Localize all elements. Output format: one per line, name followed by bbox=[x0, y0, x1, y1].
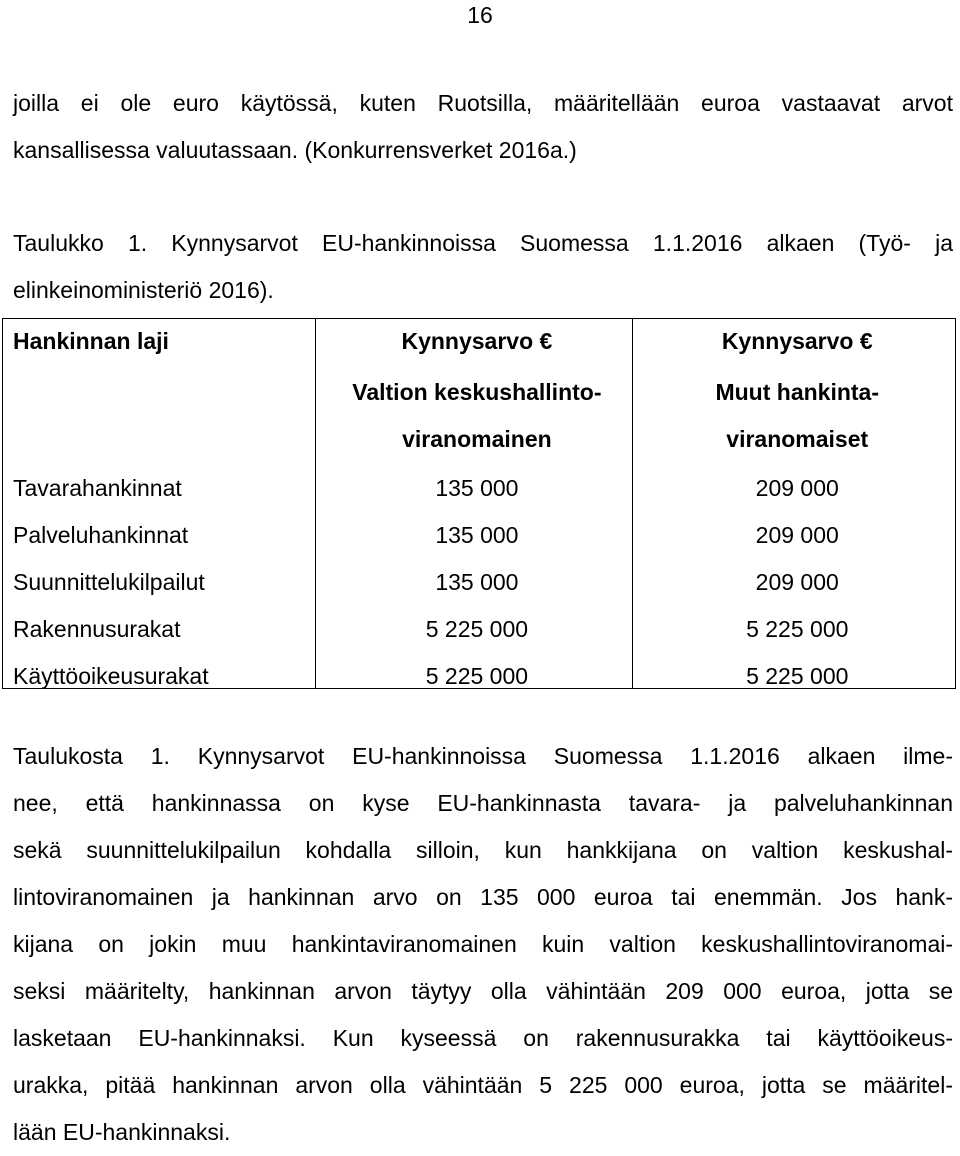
subheader-state bbox=[317, 365, 636, 465]
body-line: seksi määritelty, hankinnan arvon täytyy olla vähintään 209 000 euroa, jotta se bbox=[13, 978, 953, 1004]
table-row bbox=[2, 465, 958, 512]
subheader-other-line: viranomaiset bbox=[726, 425, 869, 452]
row-other-value: 5 225 000 bbox=[746, 663, 849, 689]
row-state-value: 135 000 bbox=[435, 569, 519, 595]
intro-line: joilla ei ole euro käytössä, kuten Ruotsilla, määritellään euroa vastaavat arvot bbox=[13, 90, 953, 116]
row-other-value: 209 000 bbox=[755, 569, 839, 595]
row-other-value: 209 000 bbox=[755, 522, 839, 548]
header-type: Hankinnan laji bbox=[13, 328, 169, 354]
body-paragraph bbox=[13, 733, 953, 1156]
subheader-other bbox=[636, 365, 958, 465]
subheader-state-line: Valtion keskushallinto- bbox=[352, 378, 602, 405]
body-line: lintoviranomainen ja hankinnan arvo on 135 000 euroa tai enemmän. Jos hank- bbox=[13, 884, 953, 910]
subheader-other-line: Muut hankinta- bbox=[715, 378, 880, 405]
row-other-value: 5 225 000 bbox=[746, 616, 849, 642]
body-line: urakka, pitää hankinnan arvon olla vähintään 5 225 000 euroa, jotta se määritel- bbox=[13, 1072, 953, 1098]
row-state-value: 5 225 000 bbox=[425, 663, 529, 689]
row-other-value: 209 000 bbox=[755, 475, 839, 501]
intro-line: kansallisessa valuutassaan. (Konkurrensverket 2016a.) bbox=[13, 137, 577, 163]
row-type: Käyttöoikeusurakat bbox=[13, 663, 209, 689]
row-type: Suunnittelukilpailut bbox=[13, 569, 205, 595]
table-row bbox=[2, 559, 958, 606]
caption-line: elinkeinoministeriö 2016). bbox=[13, 277, 274, 303]
body-line: nee, että hankinnassa on kyse EU-hankinnasta tavara- ja palveluhankinnan bbox=[13, 790, 953, 816]
body-line: sekä suunnittelukilpailun kohdalla silloin, kun hankkijana on valtion keskushal- bbox=[13, 837, 953, 863]
row-type: Rakennusurakat bbox=[13, 616, 181, 642]
subheader-state-line: viranomainen bbox=[402, 425, 552, 452]
table-row bbox=[2, 653, 958, 700]
row-type: Palveluhankinnat bbox=[13, 522, 189, 548]
body-line: Taulukosta 1. Kynnysarvot EU-hankinnoissa Suomessa 1.1.2016 alkaen ilme- bbox=[13, 743, 953, 769]
table-row bbox=[2, 606, 958, 653]
caption-line: Taulukko 1. Kynnysarvot EU-hankinnoissa Suomessa 1.1.2016 alkaen (Työ- ja bbox=[13, 230, 953, 256]
header-state-threshold: Kynnysarvo € bbox=[401, 328, 553, 354]
threshold-table bbox=[2, 318, 958, 700]
body-line: kijana on jokin muu hankintaviranomainen kuin valtion keskushallintoviranomai- bbox=[13, 931, 953, 957]
table-subheader-row bbox=[2, 365, 958, 465]
table-header-row bbox=[2, 318, 958, 365]
row-state-value: 135 000 bbox=[435, 522, 519, 548]
table-row bbox=[2, 512, 958, 559]
body-line: lasketaan EU-hankinnaksi. Kun kyseessä on rakennusurakka tai käyttöoikeus- bbox=[13, 1025, 953, 1051]
row-state-value: 5 225 000 bbox=[425, 616, 529, 642]
body-line: lään EU-hankinnaksi. bbox=[13, 1119, 231, 1145]
row-state-value: 135 000 bbox=[435, 475, 519, 501]
table-caption bbox=[13, 220, 953, 314]
row-type: Tavarahankinnat bbox=[13, 475, 182, 501]
header-other-threshold: Kynnysarvo € bbox=[721, 328, 873, 354]
page-number: 16 bbox=[467, 2, 493, 28]
intro-paragraph bbox=[13, 80, 953, 174]
